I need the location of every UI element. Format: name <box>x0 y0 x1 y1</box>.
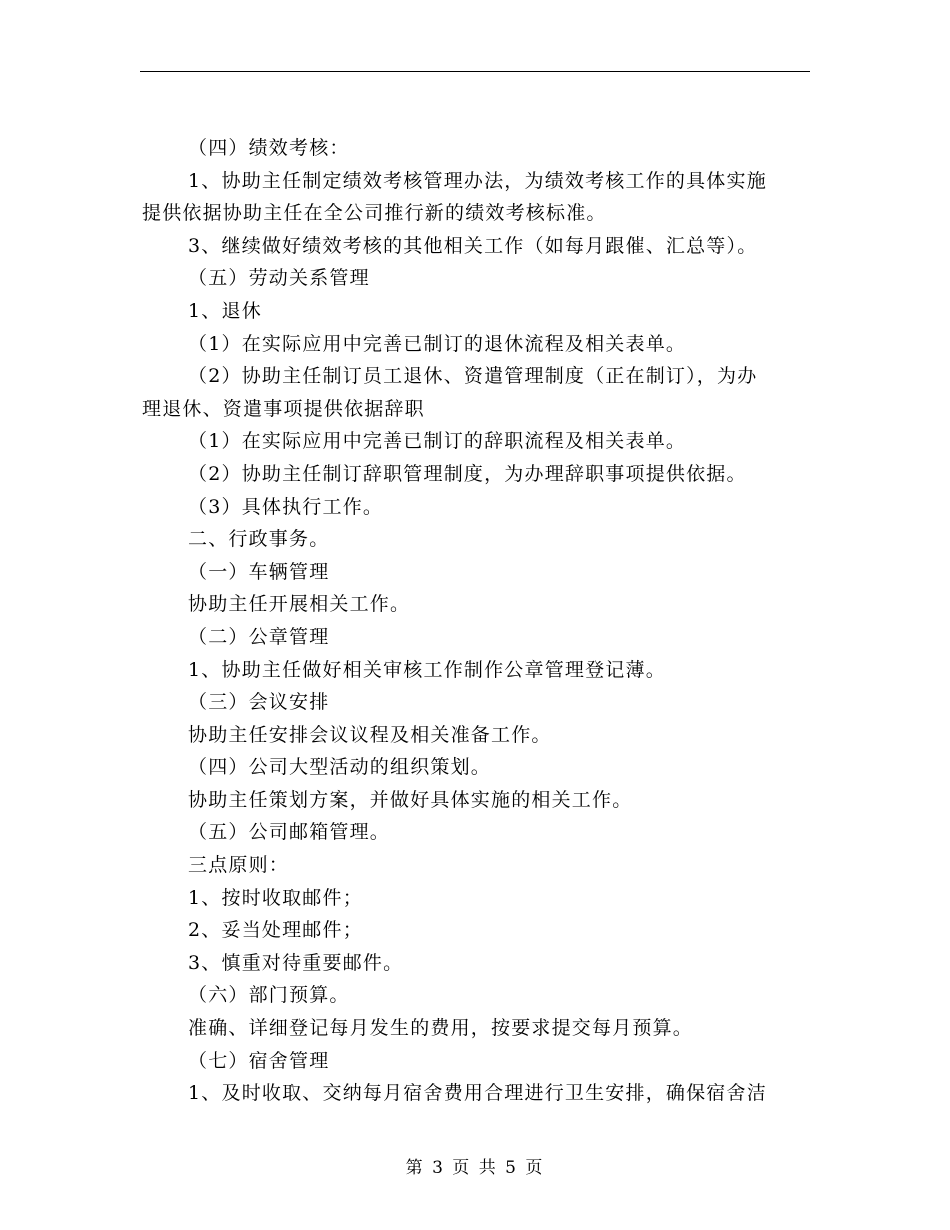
text-line: （一）车辆管理 <box>188 560 330 583</box>
text-line: 1、及时收取、交纳每月宿舍费用合理进行卫生安排，确保宿舍洁 <box>188 1082 767 1105</box>
text-line: （2）协助主任制订辞职管理制度，为办理辞职事项提供依据。 <box>188 462 747 485</box>
text-line: 3、继续做好绩效考核的其他相关工作（如每月跟催、汇总等）。 <box>188 234 758 257</box>
text-line: （五）公司邮箱管理。 <box>188 821 391 844</box>
text-line: 三点原则： <box>188 854 290 877</box>
text-line: 1、协助主任制定绩效考核管理办法，为绩效考核工作的具体实施 <box>188 169 767 192</box>
text-line: （1）在实际应用中完善已制订的退休流程及相关表单。 <box>188 332 687 355</box>
text-line: （五）劳动关系管理 <box>188 267 370 290</box>
text-line: （1）在实际应用中完善已制订的辞职流程及相关表单。 <box>188 430 687 453</box>
text-line: 3、慎重对待重要邮件。 <box>188 951 404 974</box>
text-line: 协助主任安排会议议程及相关准备工作。 <box>188 723 552 746</box>
text-line: （七）宿舍管理 <box>188 1049 330 1072</box>
text-line: 2、妥当处理邮件； <box>188 919 363 942</box>
text-line: 理退休、资遣事项提供依据辞职 <box>142 397 425 420</box>
text-line: 1、退休 <box>188 299 262 322</box>
text-line: （3）具体执行工作。 <box>188 495 384 518</box>
header-rule <box>140 71 810 72</box>
document-body <box>142 132 810 1110</box>
text-line: （四）绩效考核： <box>188 137 350 159</box>
text-line: （四）公司大型活动的组织策划。 <box>188 756 492 779</box>
text-line: （三）会议安排 <box>188 691 330 714</box>
page-number: 第 3 页 共 5 页 <box>405 1158 545 1178</box>
text-line: 1、协助主任做好相关审核工作制作公章管理登记薄。 <box>188 658 666 681</box>
text-line: 协助主任策划方案，并做好具体实施的相关工作。 <box>188 788 633 811</box>
text-line: （2）协助主任制订员工退休、资遣管理制度（正在制订），为办 <box>188 365 758 388</box>
text-line: 协助主任开展相关工作。 <box>188 593 411 616</box>
text-line: （二）公章管理 <box>188 625 330 648</box>
text-line: 1、按时收取邮件； <box>188 886 363 909</box>
text-line: （六）部门预算。 <box>188 984 350 1007</box>
text-line: 准确、详细登记每月发生的费用，按要求提交每月预算。 <box>188 1017 694 1040</box>
text-line: 二、行政事务。 <box>188 528 330 551</box>
text-line: 提供依据协助主任在全公司推行新的绩效考核标准。 <box>142 202 607 225</box>
